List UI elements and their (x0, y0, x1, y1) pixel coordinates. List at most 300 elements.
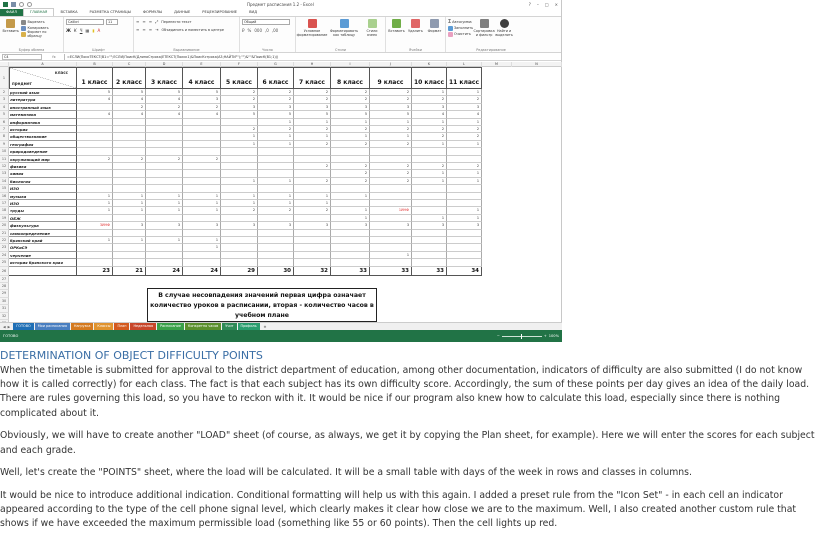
grid-cell[interactable] (183, 178, 221, 185)
grid-cell[interactable]: 1 (221, 193, 258, 200)
grid-cell[interactable] (294, 244, 331, 251)
subject-cell[interactable]: иностранный язык (9, 104, 77, 111)
subject-cell[interactable]: физкультура (9, 222, 77, 229)
grid-cell[interactable]: 4 (113, 111, 146, 118)
sheet-tab[interactable]: Недельная (130, 323, 156, 330)
row-header-15[interactable]: 15 (0, 185, 9, 192)
row-header-25[interactable]: 25 (0, 259, 9, 266)
grid-cell[interactable]: 2 (221, 96, 258, 103)
grid-cell[interactable]: 2 (258, 207, 294, 214)
grid-cell[interactable]: 5 (183, 89, 221, 96)
grid-cell[interactable] (447, 259, 482, 266)
grid-cell[interactable]: 1 (412, 178, 447, 185)
grid-cell[interactable]: 2 (447, 96, 482, 103)
grid-cell[interactable]: 1 (331, 133, 370, 140)
grid-cell[interactable]: 1 (183, 244, 221, 251)
grid-cell[interactable] (370, 244, 412, 251)
grid-cell[interactable] (113, 119, 146, 126)
grid-cell[interactable]: 3 (412, 222, 447, 229)
maximize-icon[interactable]: □ (544, 2, 549, 7)
row-header-16[interactable]: 16 (0, 193, 9, 200)
tab-home[interactable]: ГЛАВНАЯ (23, 8, 54, 16)
grid-cell[interactable]: 5 (221, 111, 258, 118)
grid-cell[interactable]: 2 (146, 104, 183, 111)
grid-cell[interactable] (447, 237, 482, 244)
grid-cell[interactable] (146, 126, 183, 133)
sheet-tab[interactable]: Классы (94, 323, 113, 330)
grid-cell[interactable] (77, 230, 113, 237)
grid-cell[interactable] (294, 230, 331, 237)
row-header-10[interactable]: 10 (0, 148, 9, 155)
grid-cell[interactable]: 2 (370, 163, 412, 170)
grid-cell[interactable] (221, 170, 258, 177)
grid-cell[interactable]: 2 (370, 170, 412, 177)
row-header-20[interactable]: 20 (0, 222, 9, 229)
grid-cell[interactable] (294, 185, 331, 192)
grid-cell[interactable]: 3 (146, 222, 183, 229)
grid-cell[interactable]: 1 (183, 207, 221, 214)
align-middle-icon[interactable]: ≡ (142, 19, 146, 24)
column-header-I[interactable]: I (331, 62, 370, 67)
grid-cell[interactable]: 3ИНФ (77, 222, 113, 229)
format-as-table-button[interactable] (330, 19, 358, 50)
grid-cell[interactable]: 1 (370, 133, 412, 140)
grid-cell[interactable]: 1 (258, 178, 294, 185)
grid-cell[interactable] (221, 252, 258, 259)
indent-icon[interactable]: ⇥ (155, 27, 159, 32)
grid-cell[interactable] (77, 252, 113, 259)
grid-cell[interactable] (221, 185, 258, 192)
close-icon[interactable]: × (554, 2, 558, 7)
grid-cell[interactable]: 5 (294, 111, 331, 118)
grid-cell[interactable] (331, 200, 370, 207)
grid-cell[interactable]: 5 (258, 111, 294, 118)
grid-cell[interactable]: 3 (294, 222, 331, 229)
grid-cell[interactable] (113, 141, 146, 148)
grid-cell[interactable]: 3 (258, 104, 294, 111)
grid-cell[interactable]: 1 (258, 200, 294, 207)
grid-cell[interactable]: 2 (331, 178, 370, 185)
zoom-out-icon[interactable]: − (496, 334, 500, 338)
column-header-F[interactable]: F (221, 62, 258, 67)
decrease-decimal-icon[interactable]: ,00 (271, 28, 279, 33)
grid-cell[interactable] (331, 230, 370, 237)
format-cells-button[interactable] (426, 19, 443, 50)
grid-cell[interactable] (447, 185, 482, 192)
column-header-K[interactable]: K (412, 62, 447, 67)
row-header-30[interactable]: 30 (0, 298, 9, 305)
row-header-26[interactable]: 26 (0, 267, 9, 276)
grid-cell[interactable] (221, 148, 258, 155)
sheet-tab[interactable]: ГОТОВО (13, 323, 33, 330)
grid-cell[interactable]: 3 (183, 222, 221, 229)
grid-cell[interactable]: 3 (370, 104, 412, 111)
grid-cell[interactable]: 1 (412, 215, 447, 222)
grid-cell[interactable]: 2 (370, 96, 412, 103)
align-left-icon[interactable]: ≡ (136, 27, 140, 32)
grid-cell[interactable]: 2 (183, 156, 221, 163)
grid-cell[interactable] (221, 244, 258, 251)
font-name-select[interactable]: Calibri (66, 19, 104, 25)
grid-cell[interactable] (77, 215, 113, 222)
grid-cell[interactable]: 3 (331, 104, 370, 111)
grid-cell[interactable]: 2 (412, 133, 447, 140)
grid-cell[interactable] (370, 156, 412, 163)
grid-cell[interactable] (113, 163, 146, 170)
grid-cell[interactable]: 5 (113, 89, 146, 96)
grid-cell[interactable]: 2 (370, 141, 412, 148)
grid-cell[interactable]: 3 (331, 222, 370, 229)
subject-cell[interactable]: химия (9, 170, 77, 177)
grid-cell[interactable]: 1 (258, 141, 294, 148)
grid-cell[interactable] (113, 170, 146, 177)
grid-cell[interactable] (221, 119, 258, 126)
zoom-in-icon[interactable]: + (543, 334, 547, 338)
prev-sheet-icon[interactable]: ◀ (3, 324, 6, 329)
grid-cell[interactable] (412, 200, 447, 207)
grid-cell[interactable]: 2 (447, 133, 482, 140)
grid-cell[interactable]: 3 (183, 96, 221, 103)
grid-cell[interactable]: 4 (146, 96, 183, 103)
grid-cell[interactable]: 3 (447, 222, 482, 229)
row-header-32[interactable]: 32 (0, 313, 9, 320)
grid-cell[interactable] (447, 252, 482, 259)
grid-cell[interactable] (258, 259, 294, 266)
tab-review[interactable]: РЕЦЕНЗИРОВАНИЕ (202, 10, 238, 14)
row-header-14[interactable]: 14 (0, 178, 9, 185)
grid-cell[interactable]: 1 (447, 207, 482, 214)
grid-cell[interactable]: 2 (113, 156, 146, 163)
grid-cell[interactable]: 2 (331, 89, 370, 96)
grid-cell[interactable] (294, 252, 331, 259)
column-header-H[interactable]: H (294, 62, 331, 67)
grid-cell[interactable] (146, 178, 183, 185)
grid-cell[interactable] (370, 237, 412, 244)
next-sheet-icon[interactable]: ▶ (7, 324, 11, 329)
merge-center-button[interactable] (161, 27, 223, 33)
help-icon[interactable]: ? (528, 2, 531, 7)
row-header-27[interactable]: 27 (0, 276, 9, 283)
grid-cell[interactable] (447, 200, 482, 207)
subject-cell[interactable]: самоопределение (9, 230, 77, 237)
row-header-3[interactable]: 3 (0, 96, 9, 103)
tab-insert[interactable]: ВСТАВКА (60, 10, 78, 14)
grid-cell[interactable] (77, 170, 113, 177)
grid-cell[interactable]: 2 (294, 96, 331, 103)
grid-cell[interactable] (370, 200, 412, 207)
grid-cell[interactable] (258, 230, 294, 237)
grid-cell[interactable] (183, 185, 221, 192)
grid-cell[interactable]: 2 (331, 96, 370, 103)
thousands-icon[interactable]: 000 (254, 28, 262, 33)
row-header-2[interactable]: 2 (0, 89, 9, 96)
grid-cell[interactable]: 2 (294, 89, 331, 96)
grid-cell[interactable]: 2 (370, 126, 412, 133)
grid-cell[interactable] (370, 230, 412, 237)
grid-cell[interactable]: 4 (77, 96, 113, 103)
grid-cell[interactable] (412, 252, 447, 259)
name-box[interactable]: C4 (2, 54, 42, 60)
grid-cell[interactable] (113, 230, 146, 237)
sheet-tab[interactable]: Учит (222, 323, 236, 330)
worksheet-grid[interactable] (0, 67, 562, 322)
subject-cell[interactable]: природоведение (9, 148, 77, 155)
grid-cell[interactable]: 2 (146, 156, 183, 163)
grid-cell[interactable] (183, 252, 221, 259)
align-right-icon[interactable]: ≡ (148, 27, 153, 32)
grid-cell[interactable] (294, 259, 331, 266)
grid-cell[interactable] (258, 244, 294, 251)
row-header-8[interactable]: 8 (0, 133, 9, 140)
grid-cell[interactable]: 1 (183, 200, 221, 207)
grid-cell[interactable] (183, 148, 221, 155)
subject-cell[interactable]: ИЗО (9, 200, 77, 207)
grid-cell[interactable] (370, 148, 412, 155)
tab-view[interactable]: ВИД (249, 10, 258, 14)
grid-cell[interactable]: 2 (412, 163, 447, 170)
sheet-tab[interactable]: План (114, 323, 129, 330)
grid-cell[interactable] (370, 193, 412, 200)
subject-cell[interactable]: брянский край (9, 237, 77, 244)
zoom-slider[interactable] (502, 336, 542, 337)
row-header-9[interactable]: 9 (0, 141, 9, 148)
grid-cell[interactable] (77, 133, 113, 140)
subject-cell[interactable]: информатика (9, 119, 77, 126)
grid-cell[interactable]: 4 (412, 111, 447, 118)
subject-cell[interactable]: физика (9, 163, 77, 170)
grid-cell[interactable] (146, 185, 183, 192)
grid-cell[interactable] (183, 170, 221, 177)
sheet-tab[interactable]: Расписание (157, 323, 184, 330)
grid-cell[interactable]: 3 (447, 104, 482, 111)
grid-cell[interactable]: 1 (146, 207, 183, 214)
grid-cell[interactable] (331, 259, 370, 266)
grid-cell[interactable]: 5 (370, 111, 412, 118)
grid-cell[interactable] (113, 133, 146, 140)
grid-cell[interactable]: 2 (331, 126, 370, 133)
grid-cell[interactable] (113, 244, 146, 251)
grid-cell[interactable] (221, 237, 258, 244)
grid-cell[interactable] (294, 156, 331, 163)
tab-page-layout[interactable]: РАЗМЕТКА СТРАНИЦЫ (89, 10, 131, 14)
minimize-icon[interactable]: – (536, 2, 539, 7)
save-icon[interactable] (11, 2, 16, 7)
grid-cell[interactable] (294, 215, 331, 222)
grid-cell[interactable] (146, 215, 183, 222)
subject-cell[interactable]: литература (9, 96, 77, 103)
font-size-select[interactable]: 11 (106, 19, 118, 25)
grid-cell[interactable] (183, 259, 221, 266)
grid-cell[interactable]: 1 (294, 200, 331, 207)
grid-cell[interactable] (447, 244, 482, 251)
grid-cell[interactable] (183, 230, 221, 237)
row-header-6[interactable]: 6 (0, 119, 9, 126)
grid-cell[interactable]: 2 (370, 89, 412, 96)
grid-cell[interactable]: 1 (221, 178, 258, 185)
grid-cell[interactable] (412, 156, 447, 163)
currency-icon[interactable]: ₽ (242, 28, 245, 33)
grid-cell[interactable] (113, 215, 146, 222)
grid-cell[interactable] (113, 148, 146, 155)
grid-cell[interactable]: 1 (294, 193, 331, 200)
grid-cell[interactable]: 2 (331, 141, 370, 148)
grid-cell[interactable] (447, 148, 482, 155)
sheet-tab[interactable]: Профиль (238, 323, 260, 330)
grid-cell[interactable]: 4 (113, 96, 146, 103)
row-header-28[interactable]: 28 (0, 283, 9, 290)
undo-icon[interactable] (19, 2, 24, 7)
grid-cell[interactable]: 1 (294, 133, 331, 140)
grid-cell[interactable] (331, 148, 370, 155)
italic-icon[interactable]: К (73, 28, 77, 33)
grid-cell[interactable] (258, 185, 294, 192)
grid-cell[interactable]: 1 (447, 215, 482, 222)
row-header-29[interactable]: 29 (0, 290, 9, 297)
grid-cell[interactable]: 1 (370, 119, 412, 126)
grid-cell[interactable]: 2 (447, 126, 482, 133)
grid-cell[interactable]: 2 (258, 96, 294, 103)
grid-cell[interactable]: 2 (221, 126, 258, 133)
grid-cell[interactable]: 1 (221, 141, 258, 148)
grid-cell[interactable]: 1 (183, 193, 221, 200)
grid-cell[interactable] (113, 252, 146, 259)
grid-cell[interactable]: 3 (412, 104, 447, 111)
row-header-13[interactable]: 13 (0, 170, 9, 177)
grid-cell[interactable]: 2 (294, 207, 331, 214)
grid-cell[interactable] (294, 237, 331, 244)
grid-cell[interactable]: 3 (221, 222, 258, 229)
grid-cell[interactable]: 1 (258, 133, 294, 140)
grid-cell[interactable]: 1 (331, 215, 370, 222)
grid-cell[interactable]: 1ИНФ (370, 207, 412, 214)
tab-formulas[interactable]: ФОРМУЛЫ (142, 10, 163, 14)
grid-cell[interactable] (146, 170, 183, 177)
grid-cell[interactable] (146, 133, 183, 140)
grid-cell[interactable] (258, 237, 294, 244)
grid-cell[interactable]: 3 (294, 104, 331, 111)
cell-styles-button[interactable] (362, 19, 382, 50)
fill-color-icon[interactable]: ▮ (92, 28, 95, 33)
grid-cell[interactable] (412, 193, 447, 200)
wrap-text-button[interactable] (161, 19, 191, 25)
sort-filter-button[interactable] (475, 19, 493, 50)
grid-cell[interactable]: 2 (370, 178, 412, 185)
grid-cell[interactable]: 2 (447, 163, 482, 170)
grid-cell[interactable] (146, 163, 183, 170)
grid-cell[interactable] (146, 148, 183, 155)
row-header-4[interactable]: 4 (0, 104, 9, 111)
grid-cell[interactable]: 1 (331, 193, 370, 200)
grid-cell[interactable]: 2 (294, 163, 331, 170)
grid-cell[interactable]: 5 (77, 89, 113, 96)
grid-cell[interactable] (77, 148, 113, 155)
grid-cell[interactable]: 1 (258, 119, 294, 126)
grid-cell[interactable] (113, 178, 146, 185)
find-select-button[interactable] (495, 19, 513, 50)
grid-cell[interactable]: 1 (77, 207, 113, 214)
grid-cell[interactable]: 2 (258, 89, 294, 96)
column-header-A[interactable]: A (9, 62, 77, 67)
grid-cell[interactable]: 4 (146, 111, 183, 118)
row-header-12[interactable]: 12 (0, 163, 9, 170)
grid-cell[interactable] (221, 163, 258, 170)
grid-cell[interactable] (412, 148, 447, 155)
grid-cell[interactable]: 2 (412, 96, 447, 103)
grid-cell[interactable] (370, 215, 412, 222)
grid-cell[interactable] (331, 185, 370, 192)
column-header-G[interactable]: G (258, 62, 294, 67)
grid-cell[interactable]: 1 (412, 170, 447, 177)
grid-cell[interactable] (77, 163, 113, 170)
column-header-C[interactable]: C (113, 62, 146, 67)
grid-cell[interactable]: 2 (331, 163, 370, 170)
row-header-11[interactable]: 11 (0, 156, 9, 163)
grid-cell[interactable] (412, 207, 447, 214)
grid-cell[interactable] (221, 156, 258, 163)
grid-cell[interactable]: 2 (294, 141, 331, 148)
column-header-M[interactable]: M (482, 62, 512, 67)
grid-cell[interactable]: 1 (77, 193, 113, 200)
grid-cell[interactable] (77, 126, 113, 133)
grid-cell[interactable] (77, 104, 113, 111)
grid-cell[interactable] (221, 230, 258, 237)
grid-cell[interactable]: 1 (113, 193, 146, 200)
grid-cell[interactable] (183, 141, 221, 148)
grid-cell[interactable]: 2 (77, 156, 113, 163)
row-header-19[interactable]: 19 (0, 215, 9, 222)
grid-cell[interactable] (370, 185, 412, 192)
grid-cell[interactable]: 1 (183, 237, 221, 244)
grid-cell[interactable]: 1 (370, 252, 412, 259)
orientation-icon[interactable]: ⤢ (155, 19, 159, 24)
grid-cell[interactable]: 1 (113, 207, 146, 214)
format-painter-button[interactable] (21, 31, 61, 37)
grid-cell[interactable] (258, 148, 294, 155)
tab-data[interactable]: ДАННЫЕ (174, 10, 191, 14)
grid-cell[interactable]: 2 (221, 207, 258, 214)
grid-cell[interactable] (113, 259, 146, 266)
tab-file[interactable]: ФАЙЛ (0, 9, 23, 16)
grid-cell[interactable]: 1 (113, 237, 146, 244)
paste-button[interactable] (2, 19, 19, 37)
grid-cell[interactable] (183, 126, 221, 133)
redo-icon[interactable] (27, 2, 32, 7)
font-color-icon[interactable]: A (97, 28, 101, 33)
grid-cell[interactable] (412, 237, 447, 244)
zoom-control[interactable] (497, 334, 559, 338)
row-header-18[interactable]: 18 (0, 207, 9, 214)
grid-cell[interactable] (331, 252, 370, 259)
subject-cell[interactable]: биология (9, 178, 77, 185)
grid-cell[interactable]: 1 (331, 119, 370, 126)
row-header-1[interactable]: 1 (0, 67, 9, 89)
grid-cell[interactable] (258, 252, 294, 259)
grid-cell[interactable] (146, 230, 183, 237)
grid-cell[interactable]: 1 (447, 89, 482, 96)
underline-icon[interactable]: Ч (79, 28, 83, 33)
number-format-select[interactable]: Общий (242, 19, 290, 25)
grid-cell[interactable]: 3 (221, 104, 258, 111)
align-bottom-icon[interactable]: ≡ (148, 19, 153, 24)
borders-icon[interactable]: ▦ (85, 28, 90, 33)
grid-cell[interactable] (183, 163, 221, 170)
grid-cell[interactable]: 2 (113, 104, 146, 111)
row-header-5[interactable]: 5 (0, 111, 9, 118)
grid-cell[interactable] (221, 215, 258, 222)
clear-button[interactable] (448, 31, 473, 37)
grid-cell[interactable]: 4 (447, 111, 482, 118)
grid-cell[interactable] (412, 259, 447, 266)
